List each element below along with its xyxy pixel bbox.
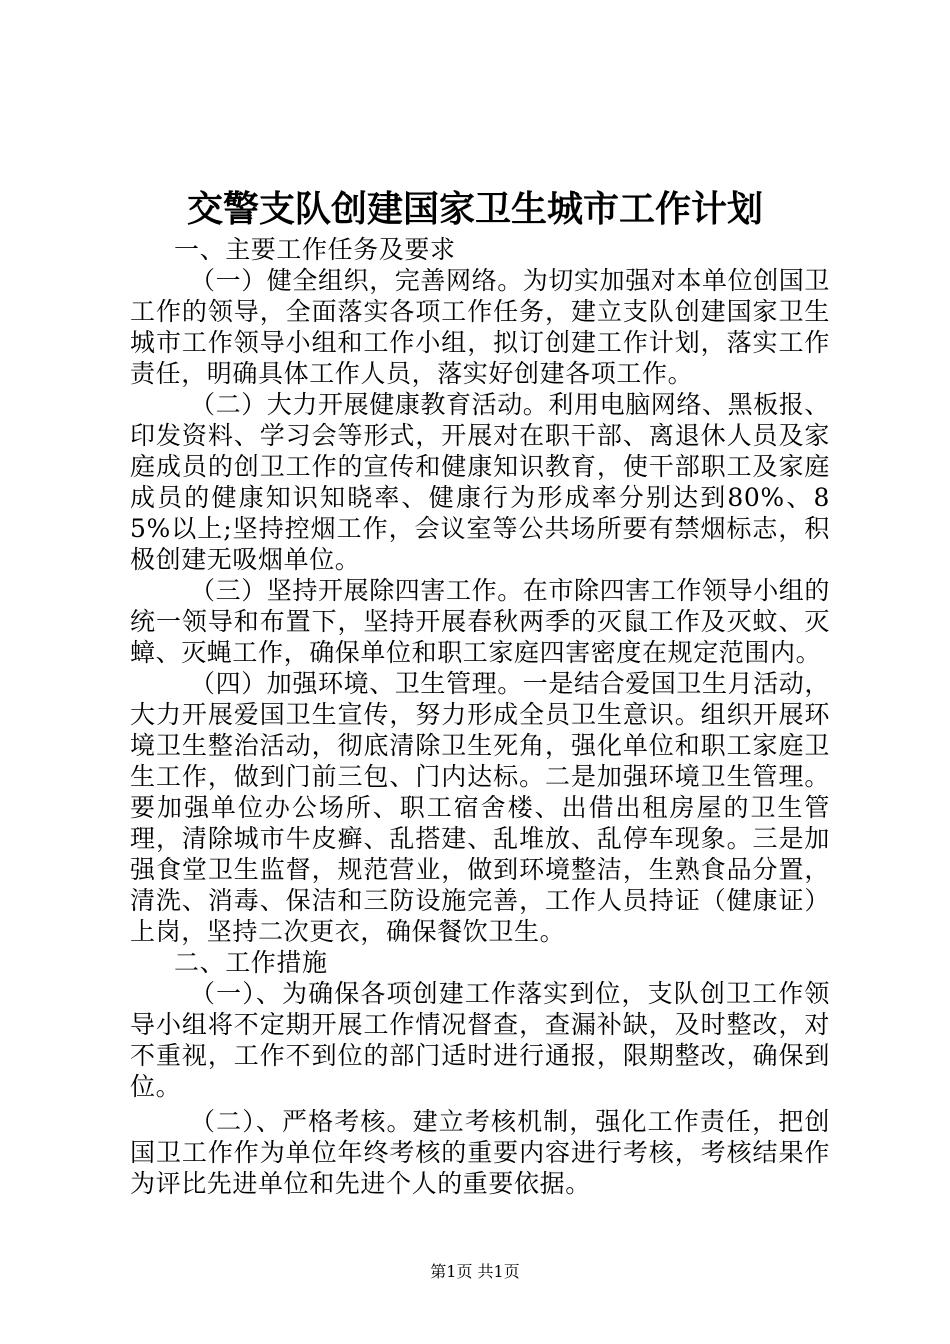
paragraph-1-2: （二）大力开展健康教育活动。利用电脑网络、黑板报、印发资料、学习会等形式，开展对在职干部、离退休人员及家庭成员的创卫工作的宣传和健康知识教育，使干部职工及家庭成员的健康知识知晓率、健康行为形成率分别达到80%、85%以上;坚持控烟工作，会议室等公共场所要有禁烟标志，积极创建无吸烟单位。 [130,390,831,574]
document-title: 交警支队创建国家卫生城市工作计划 [186,188,763,230]
paragraph-2-1: （一）、为确保各项创建工作落实到位，支队创卫工作领导小组将不定期开展工作情况督查，查漏补缺，及时整改，对不重视，工作不到位的部门适时进行通报，限期整改，确保到位。 [130,979,830,1101]
document-body [130,234,830,1199]
paragraph-1-1: （一）健全组织，完善网络。为切实加强对本单位创国卫工作的领导，全面落实各项工作任务，建立支队创建国家卫生城市工作领导小组和工作小组，拟订创建工作计划，落实工作责任，明确具体工作人员，落实好创建各项工作。 [130,266,831,388]
section-heading-2: 二、工作措施 [174,948,328,977]
paragraph-2-2: （二）、严格考核。建立考核机制，强化工作责任，把创国卫工作作为单位年终考核的重要内容进行考核，考核结果作为评比先进单位和先进个人的重要依据。 [130,1107,830,1198]
section-heading-1: 一、主要工作任务及要求 [174,235,456,264]
paragraph-1-4: （四）加强环境、卫生管理。一是结合爱国卫生月活动，大力开展爱国卫生宣传，努力形成全员卫生意识。组织开展环境卫生整治活动，彻底清除卫生死角，强化单位和职工家庭卫生工作，做到门前三包、门内达标。二是加强环境卫生管理。要加强单位办公场所、职工宿舍楼、出借出租房屋的卫生管理，清除城市牛皮癣、乱搭建、乱堆放、乱停车现象。三是加强食堂卫生监督，规范营业，做到环境整洁，生熟食品分置，清洗、消毒、保洁和三防设施完善，工作人员持证（健康证）上岗，坚持二次更衣，确保餐饮卫生。 [130,669,831,946]
paragraph-1-3: （三）坚持开展除四害工作。在市除四害工作领导小组的统一领导和布置下，坚持开展春秋两季的灭鼠工作及灭蚊、灭蟑、灭蝇工作，确保单位和职工家庭四害密度在规定范围内。 [130,576,831,667]
page-footer: 第1页 共1页 [430,1262,520,1281]
